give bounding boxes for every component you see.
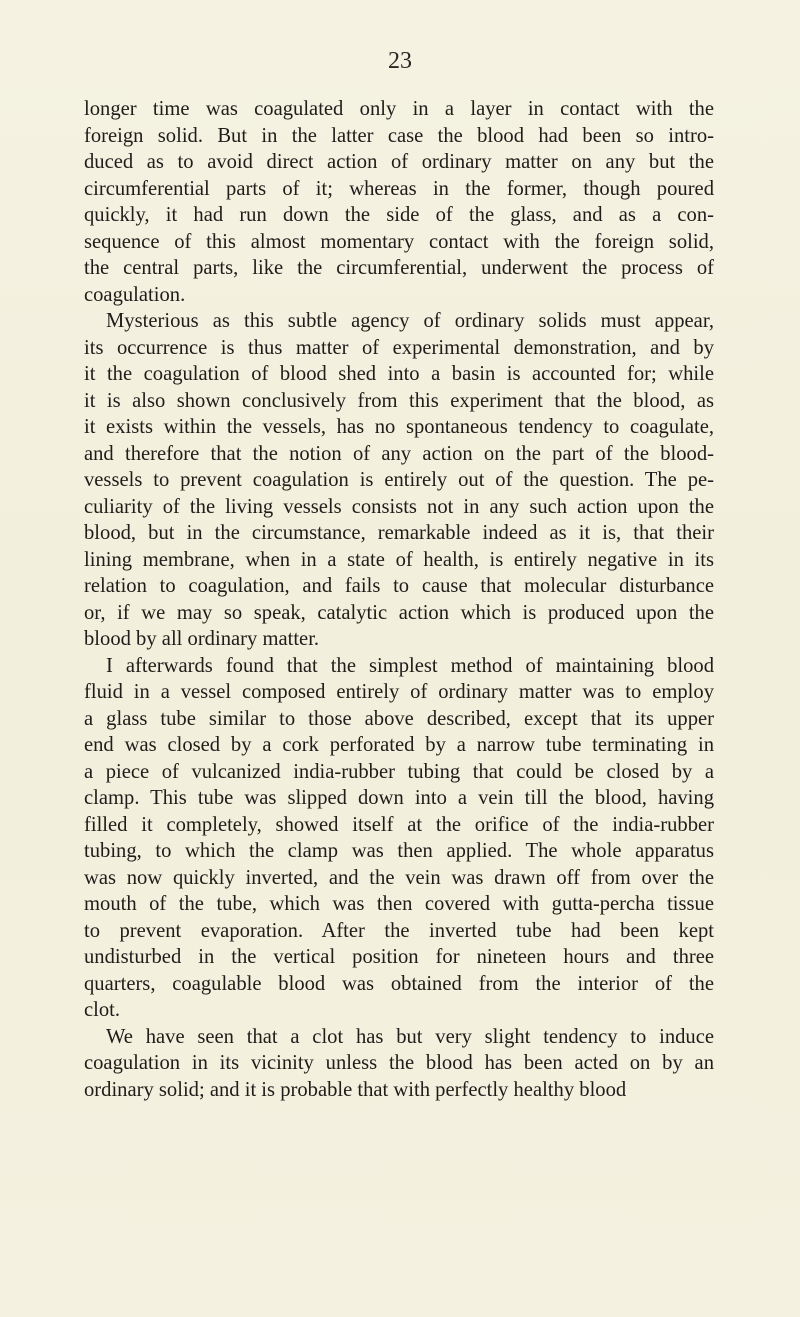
text-line: I afterwards found that the simplest method of maintaining blood [106,654,714,677]
text-line: a piece of vulcanized india-rubber tubing that could be closed by a [84,760,714,783]
paragraph [84,1024,714,1104]
text-line: filled it completely, showed itself at the orifice of the india-rubber [84,813,714,836]
text-line: clot. [84,999,121,1021]
paragraph [84,96,714,308]
text-line: mouth of the tube, which was then covered with gutta-percha tissue [84,893,714,915]
text-line: undisturbed in the vertical position for nineteen hours and three [84,946,714,968]
text-line: coagulation. [84,283,186,306]
text-line: or, if we may so speak, catalytic action which is produced upon the [84,601,714,624]
text-line: clamp. This tube was slipped down into a vein till the blood, having [84,787,714,809]
text-line: it is also shown conclusively from this experiment that the blood, as [84,389,714,412]
text-line: the central parts, like the circumferential, underwent the process of [84,257,714,279]
text-line: Mysterious as this subtle agency of ordinary solids must appear, [106,310,714,332]
text-line: longer time was coagulated only in a layer in contact with the [84,98,714,120]
paragraph [84,308,714,653]
text-line: sequence of this almost momentary contact with the foreign solid, [84,230,714,253]
text-line: coagulation in its vicinity unless the blood has been acted on by an [84,1052,714,1074]
text-line: quickly, it had run down the side of the glass, and as a con- [84,204,714,226]
text-line: blood, but in the circumstance, remarkable indeed as it is, that their [84,522,714,544]
text-line: foreign solid. But in the latter case the blood had been so intro- [84,124,714,147]
text-line: and therefore that the notion of any action on the part of the blood- [84,442,714,465]
text-line: to prevent evaporation. After the inverted tube had been kept [84,919,714,942]
text-line: it the coagulation of blood shed into a basin is accounted for; while [84,363,714,385]
text-line: fluid in a vessel composed entirely of ordinary matter was to employ [84,681,714,703]
text-line: tubing, to which the clamp was then applied. The whole apparatus [84,840,714,862]
text-line: end was closed by a cork perforated by a narrow tube terminating in [84,734,714,756]
text-line: was now quickly inverted, and the vein was drawn off from over the [84,866,714,889]
text-line: quarters, coagulable blood was obtained from the interior of the [84,972,714,995]
text-line: circumferential parts of it; whereas in the former, though poured [84,177,714,200]
text-line: relation to coagulation, and fails to cause that molecular disturbance [84,575,714,597]
text-line: ordinary solid; and it is probable that with perfectly healthy blood [84,1078,627,1101]
paragraph [84,653,714,1024]
text-line: culiarity of the living vessels consists not in any such action upon the [84,495,714,518]
text-line: its occurrence is thus matter of experimental demonstration, and by [84,336,714,359]
text-line: vessels to prevent coagulation is entirely out of the question. The pe- [84,469,714,491]
page-number: 23 [388,48,412,74]
text-line: lining membrane, when in a state of health, is entirely negative in its [84,548,714,571]
text-line: a glass tube similar to those above described, except that its upper [84,707,714,730]
text-line: We have seen that a clot has but very slight tendency to induce [106,1025,714,1048]
text-line: blood by all ordinary matter. [84,628,320,650]
body-text [84,96,714,1103]
text-line: it exists within the vessels, has no spontaneous tendency to coagulate, [84,416,714,438]
text-line: duced as to avoid direct action of ordinary matter on any but the [84,151,714,173]
